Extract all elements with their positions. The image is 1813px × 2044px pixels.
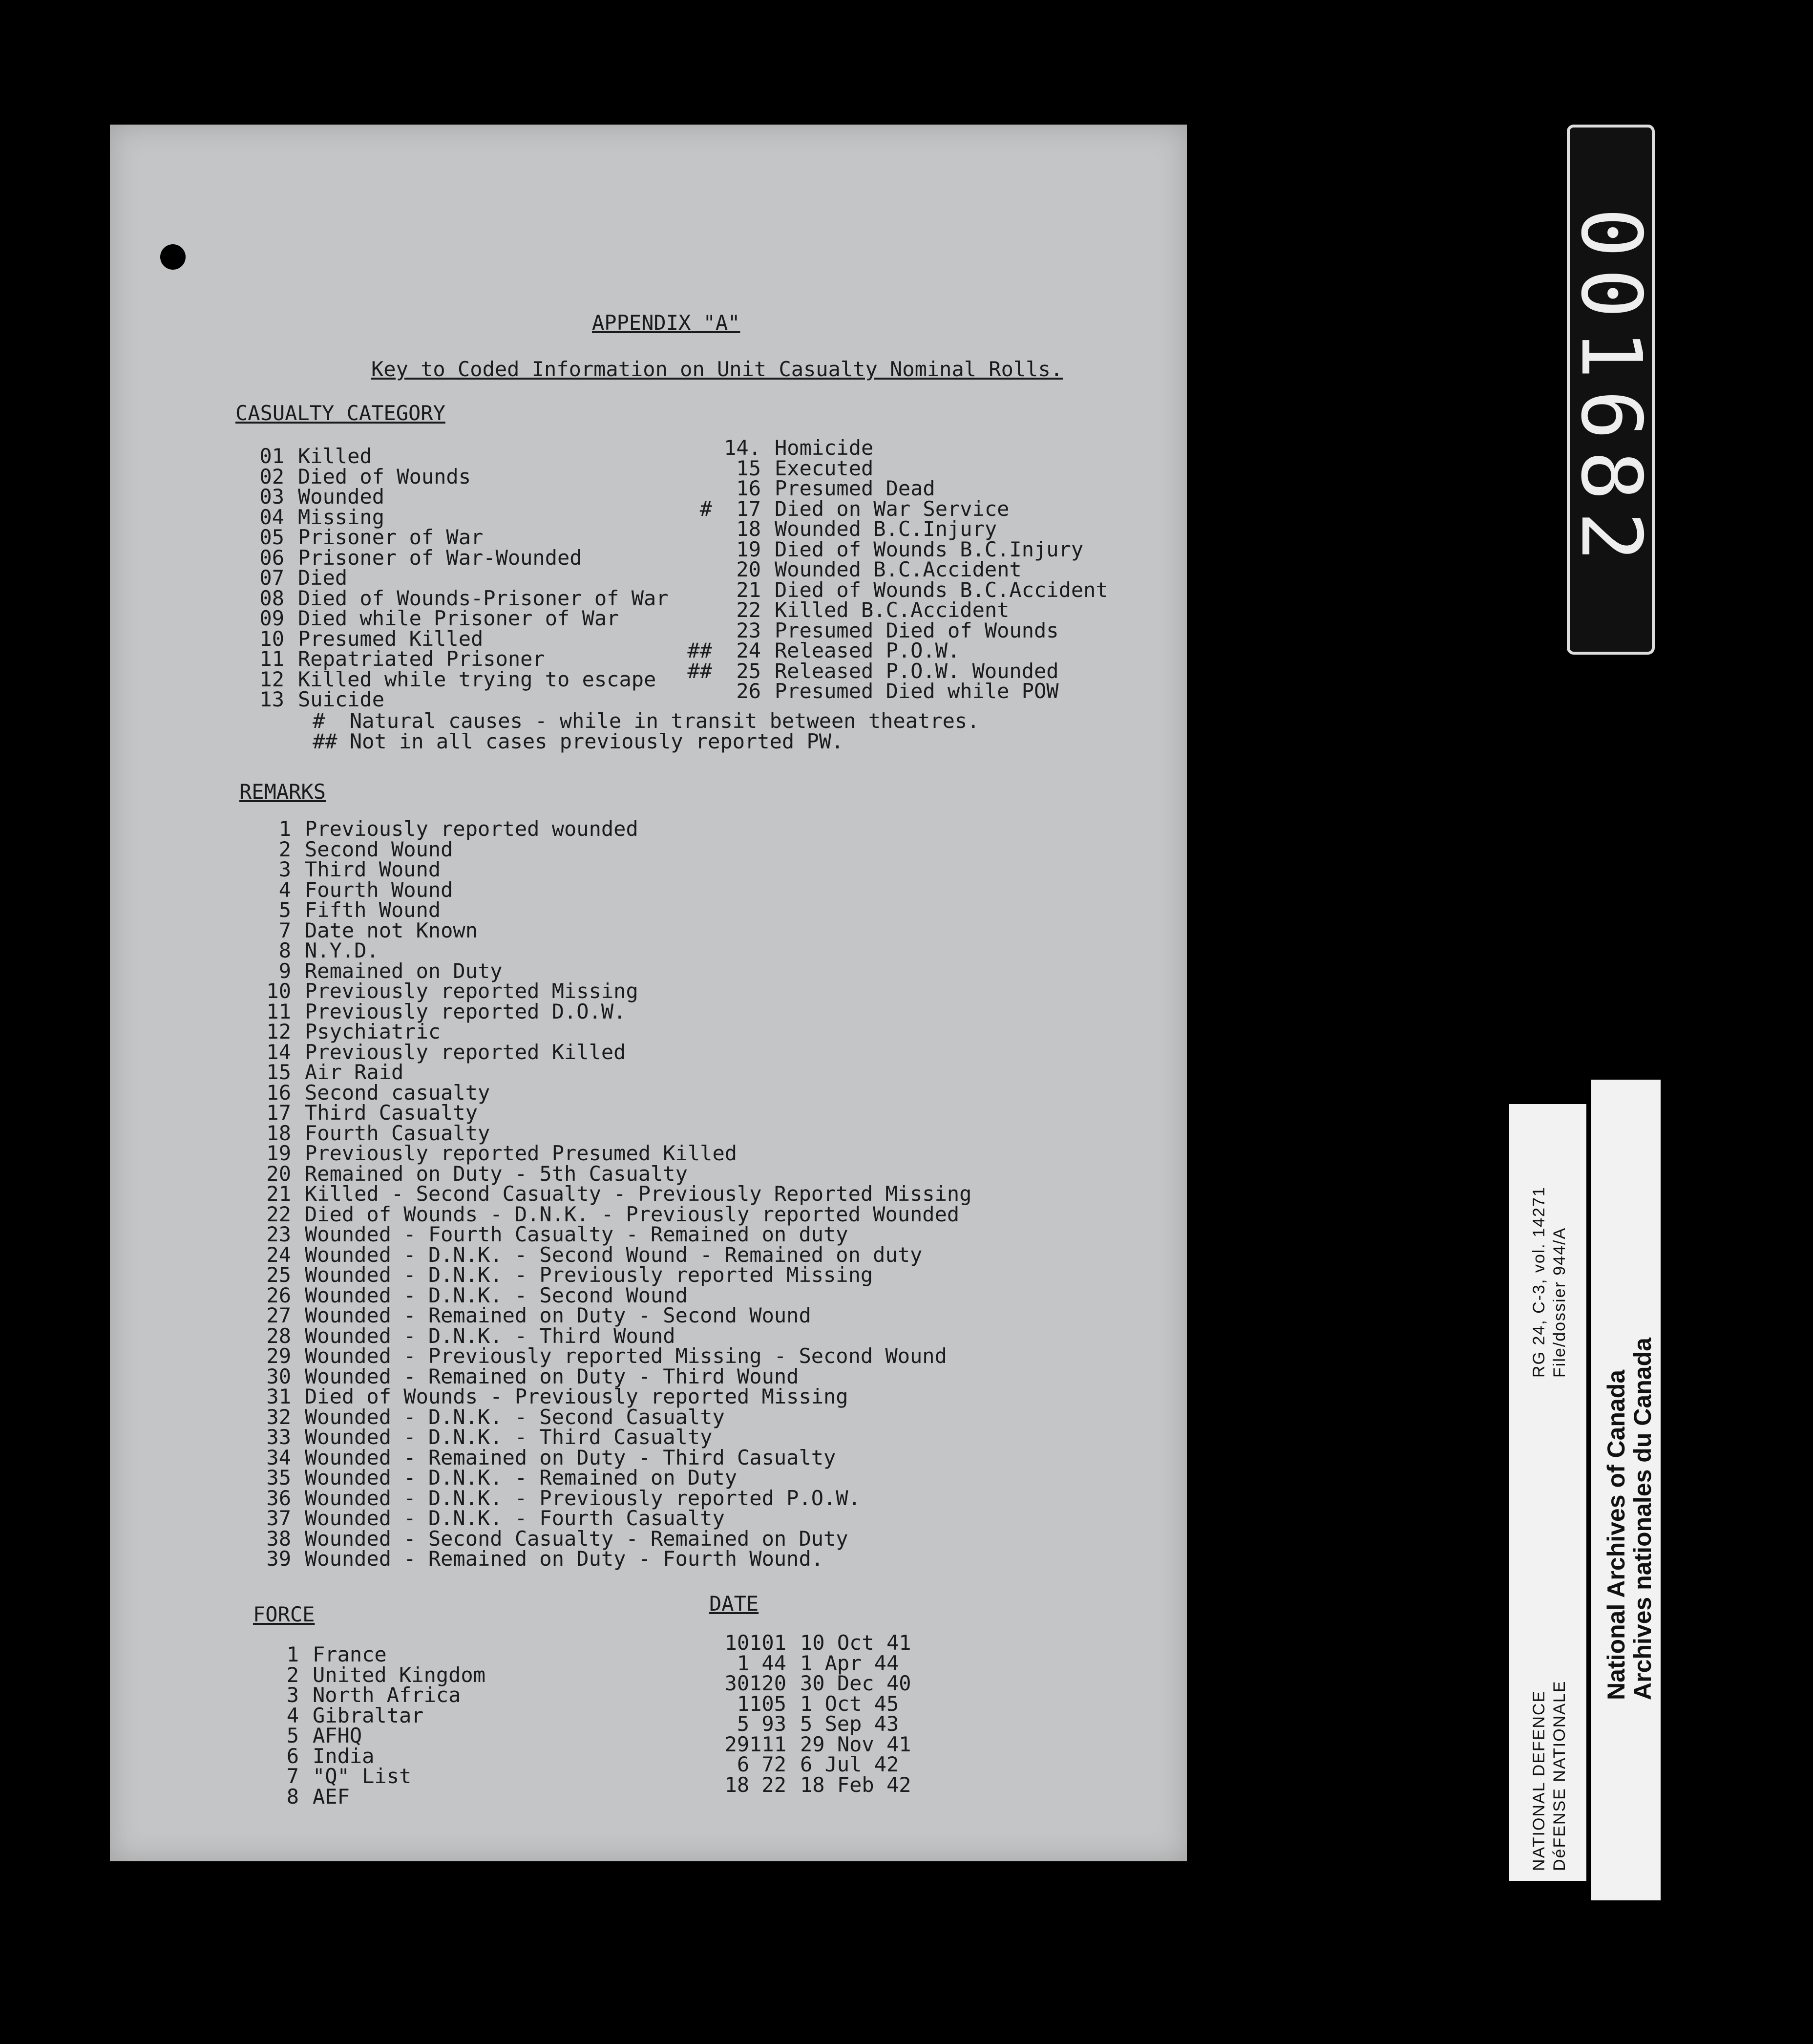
remark-item [264,1346,971,1366]
entry-code: 3 [278,857,291,881]
entry-text: Died of Wounds-Prisoner of War [298,586,669,610]
casualty-category-item [684,519,1108,539]
entry-code: 16 [266,1080,291,1105]
date-item [713,1754,911,1775]
entry-text: 30 Dec 40 [800,1671,911,1695]
entry-code: 4 [286,1703,299,1727]
casualty-category-item [684,577,1108,602]
entry-text: Wounded - Fourth Casualty - Remained on duty [305,1222,848,1246]
document-title: APPENDIX "A" [592,311,740,335]
remark-item [264,1488,971,1509]
entry-text: Previously reported wounded [305,817,638,841]
entry-text: N.Y.D. [305,938,379,962]
entry-text: 29 Nov 41 [800,1732,911,1756]
casualty-category-item [684,640,1108,661]
entry-text: Wounded - D.N.K. - Second Wound - Remained on duty [305,1242,923,1267]
entry-text: Second casualty [305,1080,490,1105]
remark-item [264,1386,971,1407]
entry-code: 07 [259,566,284,590]
casualty-category-item [259,527,669,548]
remark-item [264,1305,971,1326]
entry-text: Died on War Service [775,496,1010,521]
entry-code: 18 [266,1121,291,1145]
force-item [283,1784,485,1809]
entry-text: Suicide [298,687,385,711]
remark-item [264,877,971,902]
entry-code: 7 [278,918,291,942]
remark-item [264,1407,971,1427]
remark-item [264,1022,971,1042]
entry-code: 09 [259,606,284,630]
entry-text: 10 Oct 41 [800,1631,911,1655]
entry-code: 24 [266,1242,291,1267]
entry-text: Repatriated Prisoner [298,647,545,671]
remarks-list [264,819,971,1569]
remark-item [264,1184,971,1204]
document-subtitle: Key to Coded Information on Unit Casualty Nominal Rolls. [371,357,1063,381]
entry-text: Wounded - D.N.K. - Fourth Casualty [305,1506,725,1530]
casualty-category-item [259,588,669,609]
entry-text: Killed B.C.Accident [775,598,1010,622]
force-item [283,1644,485,1665]
entry-code: 18 [736,517,761,541]
casualty-category-item [259,487,669,507]
entry-code: 22 [266,1202,291,1226]
entry-text: Died of Wounds B.C.Injury [775,537,1084,561]
entry-code: 33 [266,1425,291,1449]
entry-text: Presumed Died of Wounds [775,618,1059,642]
entry-text: Previously reported Killed [305,1040,626,1064]
remark-item [264,1042,971,1063]
remark-item [264,1526,971,1551]
entry-code: 1 44 [737,1651,786,1675]
entry-text: Executed [775,456,874,480]
entry-text: Wounded - Remained on Duty - Third Casualty [305,1445,836,1469]
casualty-category-item [684,539,1108,560]
entry-code: 4 [278,877,291,902]
entry-text: Presumed Dead [775,476,935,500]
remark-item [264,1265,971,1285]
reference-file: File/dossier 944/A [1550,1227,1569,1378]
archive-name-en: National Archives of Canada [1602,1369,1630,1700]
entry-code: 22 [736,598,761,622]
entry-text: Gibraltar [313,1703,424,1727]
entry-code: 5 [286,1724,299,1747]
entry-code: 32 [266,1405,291,1429]
entry-text: Wounded - D.N.K. - Previously reported Missing [305,1263,873,1287]
entry-text: 18 Feb 42 [800,1772,911,1797]
entry-code: 19 [266,1141,291,1165]
force-list [283,1644,485,1807]
entry-code: 08 [259,586,284,610]
force-heading: FORCE [253,1602,315,1626]
casualty-category-left-list [259,446,669,710]
entry-code: 12 [266,1020,291,1043]
entry-text: Wounded - Remained on Duty - Third Wound [305,1364,799,1388]
entry-code: 29111 [724,1732,786,1756]
archive-name-fr: Archives nationales du Canada [1629,1338,1656,1700]
force-item [283,1746,485,1767]
casualty-category-item [259,545,669,570]
entry-code: 28 [266,1323,291,1348]
casualty-category-item [259,649,669,669]
ministry-fr: DéFENSE NATIONALE [1550,1680,1569,1871]
entry-text: Presumed Killed [298,626,484,651]
entry-code: 16 [736,476,761,500]
entry-text: Wounded - D.N.K. - Second Casualty [305,1405,725,1429]
remark-item [264,859,971,880]
remark-item [264,1285,971,1306]
entry-code: 5 93 [737,1712,786,1736]
entry-text: Wounded - D.N.K. - Third Casualty [305,1425,713,1449]
entry-code: 23 [266,1222,291,1246]
entry-code: 30120 [724,1671,786,1695]
entry-text: Killed [298,444,372,468]
entry-text: Fourth Wound [305,877,453,902]
entry-code: 14. [724,436,761,460]
footnote: ## Not in all cases previously reported PW. [313,729,844,753]
entry-code: 3 [286,1683,299,1707]
entry-text: India [313,1744,375,1768]
casualty-category-item [684,681,1108,702]
entry-text: Killed - Second Casualty - Previously Reported Missing [305,1182,972,1206]
entry-text: Fourth Casualty [305,1121,490,1145]
entry-code: 39 [266,1547,291,1571]
casualty-category-item [259,446,669,467]
frame-number: 001682 [1562,207,1659,572]
casualty-category-item [259,568,669,588]
archive-name-label [1591,1080,1661,1900]
remark-item [264,1161,971,1186]
casualty-category-item [259,669,669,690]
date-item [713,1714,911,1734]
date-item [713,1691,911,1716]
date-item [713,1673,911,1694]
entry-code: 1 [278,817,291,841]
punch-hole [160,244,186,270]
entry-text: Previously reported D.O.W. [305,999,626,1023]
casualty-category-item [259,507,669,528]
remark-item [264,1080,971,1105]
entry-code: 10 [266,979,291,1003]
entry-text: Homicide [775,436,874,460]
entry-code: 31 [266,1384,291,1408]
entry-code: 1105 [737,1691,786,1716]
entry-code: 13 [259,687,284,711]
casualty-category-item [259,464,669,489]
entry-text: Wounded B.C.Injury [775,517,997,541]
entry-code: 19 [736,537,761,561]
entry-text: Died of Wounds - Previously reported Missing [305,1384,848,1408]
entry-code: 35 [266,1466,291,1490]
force-item [283,1766,485,1787]
entry-text: Fifth Wound [305,898,441,922]
force-item [283,1685,485,1705]
entry-code: 8 [286,1784,299,1809]
entry-text: Wounded B.C.Accident [775,557,1022,581]
entry-text: Died of Wounds - D.N.K. - Previously reported Wounded [305,1202,960,1226]
remark-item [264,819,971,839]
casualty-category-item [684,600,1108,620]
remark-item [264,839,971,860]
entry-text: Previously reported Missing [305,979,638,1003]
entry-code: 12 [259,667,284,691]
entry-text: Died while Prisoner of War [298,606,619,630]
entry-text: Prisoner of War-Wounded [298,545,582,570]
entry-code: 15 [266,1060,291,1084]
remark-item [264,1549,971,1569]
casualty-category-right-list [684,438,1108,702]
entry-code: 9 [278,958,291,983]
footnote-mark: # [699,496,712,521]
remark-item [264,900,971,920]
remark-item [264,1224,971,1245]
remark-item [264,1204,971,1225]
entry-code: 25 [736,659,761,683]
entry-code: 06 [259,545,284,570]
date-item [713,1772,911,1797]
entry-text: Wounded - Remained on Duty - Second Wound [305,1303,811,1327]
entry-code: 17 [266,1101,291,1125]
entry-code: 21 [266,1182,291,1206]
date-list [713,1633,911,1795]
entry-code: 25 [266,1263,291,1287]
force-item [283,1705,485,1726]
ministry-en: NATIONAL DEFENCE [1530,1690,1548,1871]
frame-number-stamp [1562,125,1659,655]
entry-code: 14 [266,1040,291,1064]
entry-text: 1 Apr 44 [800,1651,899,1675]
entry-text: United Kingdom [313,1662,486,1687]
casualty-category-item [684,661,1108,681]
entry-code: 29 [266,1344,291,1368]
entry-text: Died [298,566,348,590]
entry-code: 21 [736,577,761,602]
entry-text: AEF [313,1784,350,1809]
remark-item [264,1062,971,1083]
reference-volume: RG 24, C-3, vol. 14271 [1530,1186,1548,1378]
entry-code: 10 [259,626,284,651]
entry-text: Remained on Duty - 5th Casualty [305,1161,688,1186]
entry-code: 04 [259,505,284,529]
entry-code: 6 [286,1744,299,1768]
entry-text: Died of Wounds B.C.Accident [775,577,1108,602]
entry-code: 5 [278,898,291,922]
entry-code: 7 [286,1764,299,1788]
remark-item [264,958,971,983]
casualty-category-item [259,689,669,710]
entry-text: Third Wound [305,857,441,881]
entry-code: 23 [736,618,761,642]
entry-code: 8 [278,938,291,962]
date-item [713,1734,911,1755]
entry-text: Wounded - D.N.K. - Second Wound [305,1283,688,1307]
entry-code: 26 [736,679,761,703]
remarks-heading: REMARKS [239,780,326,804]
entry-code: 20 [266,1161,291,1186]
remark-item [264,1143,971,1164]
casualty-category-heading: CASUALTY CATEGORY [235,401,445,425]
entry-text: Wounded - Previously reported Missing - Second Wound [305,1344,947,1368]
entry-code: 03 [259,485,284,509]
entry-code: 37 [266,1506,291,1530]
entry-text: 5 Sep 43 [800,1712,899,1736]
entry-text: Wounded - D.N.K. - Previously reported P.O.W. [305,1486,861,1510]
entry-text: Died of Wounds [298,464,471,489]
force-item [283,1725,485,1746]
entry-text: Remained on Duty [305,958,503,983]
entry-text: Wounded - D.N.K. - Remained on Duty [305,1466,738,1490]
entry-text: Second Wound [305,837,453,861]
casualty-category-item [684,496,1108,521]
casualty-category-item [259,608,669,629]
entry-code: 18 22 [724,1772,786,1797]
entry-text: Date not Known [305,918,478,942]
entry-code: 1 [286,1642,299,1666]
footnote-mark: ## [687,639,712,662]
entry-text: Wounded - Second Casualty - Remained on Duty [305,1526,848,1551]
entry-code: 2 [278,837,291,861]
entry-text: Missing [298,505,385,529]
casualty-footnotes [313,711,979,751]
entry-code: 38 [266,1526,291,1551]
entry-text: Wounded [298,485,385,509]
entry-code: 10101 [724,1631,786,1655]
entry-text: AFHQ [313,1724,362,1747]
archive-reference-label [1509,1104,1586,1881]
entry-code: 11 [266,999,291,1023]
remark-item [264,920,971,941]
remark-item [264,1508,971,1529]
entry-code: 27 [266,1303,291,1327]
entry-text: North Africa [313,1683,461,1707]
entry-text: Released P.O.W. [775,639,960,662]
entry-code: 05 [259,525,284,549]
date-heading: DATE [709,1592,759,1616]
entry-text: Prisoner of War [298,525,484,549]
entry-text: Air Raid [305,1060,404,1084]
entry-code: 26 [266,1283,291,1307]
entry-code: 11 [259,647,284,671]
casualty-category-item [684,458,1108,479]
entry-text: Previously reported Presumed Killed [305,1141,738,1165]
remark-item [264,1468,971,1488]
entry-code: 01 [259,444,284,468]
entry-code: 17 [736,496,761,521]
remark-item [264,1366,971,1387]
entry-text: Presumed Died while POW [775,679,1059,703]
entry-text: 6 Jul 42 [800,1752,899,1776]
casualty-category-item [684,478,1108,499]
entry-text: Third Casualty [305,1101,478,1125]
footnote-mark: ## [687,659,712,683]
remark-item [264,1445,971,1469]
remark-item [264,981,971,1001]
remark-item [264,1242,971,1267]
force-item [283,1662,486,1687]
entry-code: 6 72 [737,1752,786,1776]
entry-text: Killed while trying to escape [298,667,656,691]
casualty-category-item [684,438,1108,458]
entry-text: 1 Oct 45 [800,1691,899,1716]
entry-text: Psychiatric [305,1020,441,1043]
remark-item [264,1103,971,1123]
entry-code: 02 [259,464,284,489]
entry-text: "Q" List [313,1764,412,1788]
entry-text: Wounded - D.N.K. - Third Wound [305,1323,675,1348]
entry-code: 30 [266,1364,291,1388]
entry-code: 34 [266,1445,291,1469]
remark-item [264,1001,971,1022]
date-item [713,1653,911,1674]
entry-text: France [313,1642,387,1666]
footnote: # Natural causes - while in transit between theatres. [313,709,980,733]
casualty-category-item [684,559,1108,580]
casualty-category-item [684,620,1108,641]
entry-text: Released P.O.W. Wounded [775,659,1059,683]
remark-item [264,1427,971,1448]
entry-code: 36 [266,1486,291,1510]
entry-code: 15 [736,456,761,480]
remark-item [264,1323,971,1348]
entry-text: Wounded - Remained on Duty - Fourth Wound. [305,1547,824,1571]
casualty-category-item [259,626,669,651]
entry-code: 2 [286,1662,299,1687]
entry-code: 20 [736,557,761,581]
remark-item [264,1123,971,1144]
date-item [713,1633,911,1653]
entry-code: 24 [736,639,761,662]
remark-item [264,940,971,961]
